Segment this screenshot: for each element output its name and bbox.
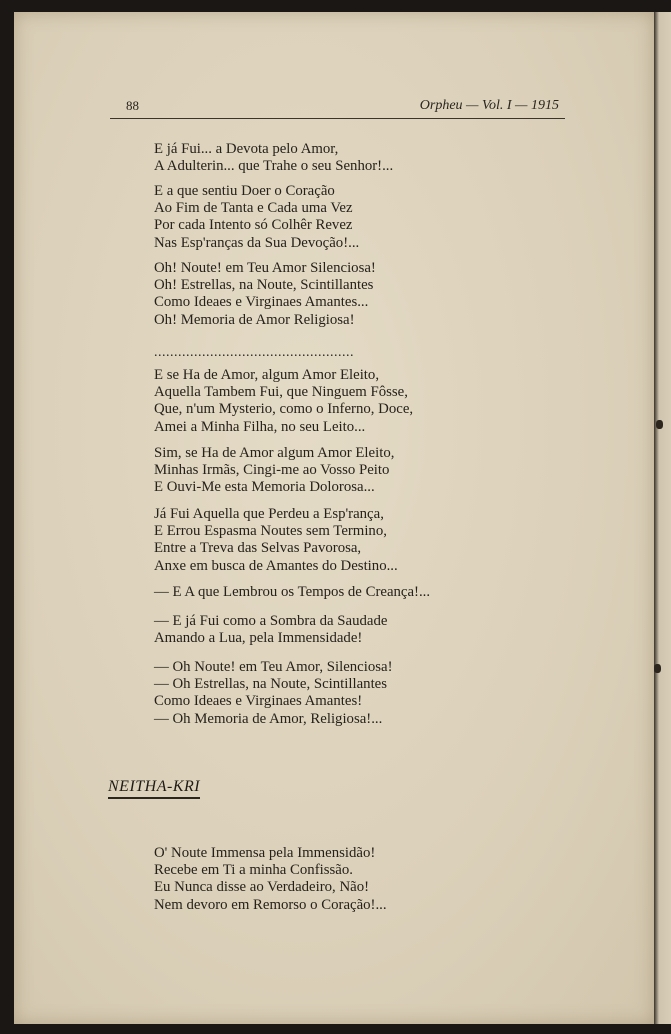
verse-line: E Errou Espasma Noutes sem Termino,	[154, 523, 387, 540]
verse-line: Aquella Tambem Fui, que Ninguem Fôsse,	[154, 384, 408, 401]
verse-line: Sim, se Ha de Amor algum Amor Eleito,	[154, 445, 395, 461]
verse-line: Oh! Memoria de Amor Religiosa!	[154, 311, 355, 328]
verse-line: Que, n'um Mysterio, como o Inferno, Doce,	[154, 401, 414, 418]
verse-line: Amei a Minha Filha, no seu Leito...	[154, 418, 366, 435]
verse-line: Anxe em busca de Amantes do Destino...	[154, 557, 398, 574]
verse-line: Eu Nunca disse ao Verdadeiro, Não!	[154, 879, 370, 896]
verse-line: — Oh Memoria de Amor, Religiosa!...	[154, 710, 383, 727]
verse-line: — E já Fui como a Sombra da Saudade	[154, 613, 388, 629]
verse-line: A Adulterin... que Trahe o seu Senhor!...	[154, 158, 394, 175]
verse-line: — Oh Noute! em Teu Amor, Silenciosa!	[154, 659, 393, 675]
dotted-separator: ..................................................	[154, 345, 354, 360]
verse-line: E já Fui... a Devota pelo Amor,	[154, 141, 339, 157]
verse-line: Como Ideaes e Virginaes Amantes...	[154, 294, 369, 311]
page-edge	[654, 12, 671, 1024]
verse-line: Minhas Irmãs, Cingi-me ao Vosso Peito	[154, 462, 390, 479]
journal-title: Orpheu — Vol. I — 1915	[419, 98, 559, 113]
stanza	[154, 659, 393, 728]
verse-line: Nem devoro em Remorso o Coração!...	[154, 896, 387, 913]
ink-mark	[654, 664, 661, 673]
stanza	[154, 367, 413, 436]
verse-line: E a que sentiu Doer o Coração	[154, 183, 335, 199]
stanza	[154, 260, 376, 329]
stanza	[154, 183, 359, 252]
verse-line: — E A que Lembrou os Tempos de Creança!...	[154, 584, 431, 600]
verse-line: Por cada Intento só Colhêr Revez	[154, 217, 353, 234]
verse-line: Nas Esp'ranças da Sua Devoção!...	[154, 234, 360, 251]
verse-line: Ao Fim de Tanta e Cada uma Vez	[154, 200, 353, 217]
verse-line: — Oh Estrellas, na Noute, Scintillantes	[154, 676, 388, 693]
stanza	[154, 584, 430, 601]
stanza	[154, 613, 387, 647]
verse-line: Oh! Noute! em Teu Amor Silenciosa!	[154, 260, 376, 276]
stanza	[154, 845, 387, 914]
stanza	[154, 506, 398, 575]
verse-line: E se Ha de Amor, algum Amor Eleito,	[154, 367, 380, 383]
verse-line: Recebe em Ti a minha Confissão.	[154, 862, 353, 879]
running-head	[110, 98, 565, 119]
verse-line: Amando a Lua, pela Immensidade!	[154, 630, 363, 647]
ink-mark	[656, 420, 663, 429]
book-page	[14, 12, 654, 1024]
stanza	[154, 141, 393, 175]
verse-line: O' Noute Immensa pela Immensidão!	[154, 845, 376, 861]
section-heading: NEITHA-KRI	[108, 778, 200, 799]
page-number: 88	[126, 98, 139, 113]
verse-line: E Ouvi-Me esta Memoria Dolorosa...	[154, 479, 375, 496]
verse-line: Já Fui Aquella que Perdeu a Esp'rança,	[154, 506, 384, 522]
stanza	[154, 445, 394, 497]
verse-line: Oh! Estrellas, na Noute, Scintillantes	[154, 277, 374, 294]
verse-line: Como Ideaes e Virginaes Amantes!	[154, 693, 363, 710]
verse-line: Entre a Treva das Selvas Pavorosa,	[154, 540, 362, 557]
